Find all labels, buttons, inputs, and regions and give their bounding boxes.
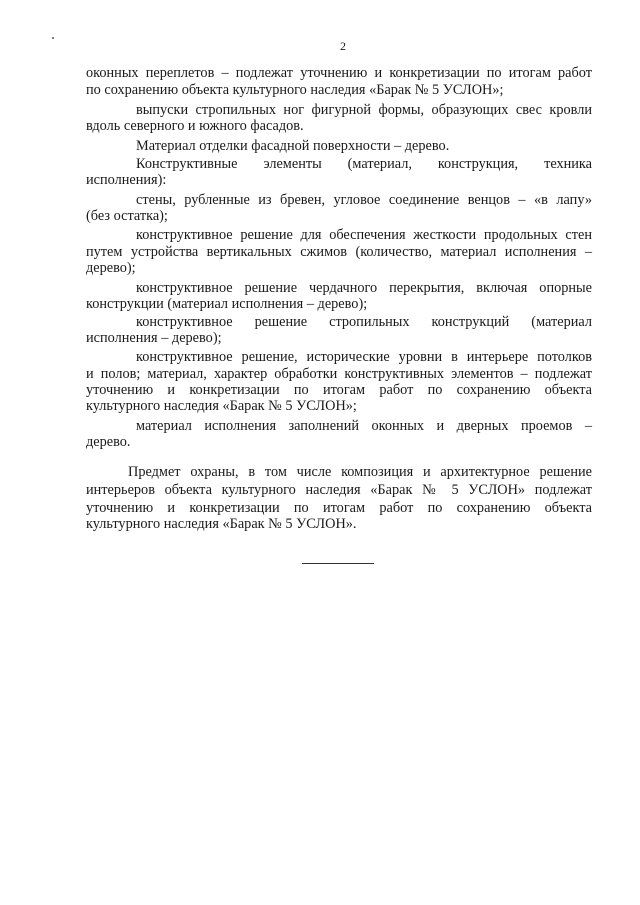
text-line: конструктивное решение чердачного перекрытия, включая опорные: [136, 280, 592, 296]
text-line: конструктивное решение стропильных конструкций (материал: [136, 314, 592, 330]
text-line: выпуски стропильных ног фигурной формы, образующих свес кровли: [136, 102, 592, 118]
closing-rule: [302, 563, 374, 564]
text-line: культурного наследия «Барак № 5 УСЛОН»;: [86, 398, 357, 414]
text-line: конструктивное решение, исторические уровни в интерьере потолков: [136, 349, 592, 365]
text-line: дерево.: [86, 434, 131, 450]
text-line: дерево);: [86, 260, 136, 276]
text-line: культурного наследия «Барак № 5 УСЛОН».: [86, 516, 357, 532]
text-line: Материал отделки фасадной поверхности – дерево.: [136, 138, 450, 154]
text-line: и полов; материал, характер обработки конструктивных элементов – подлежат: [86, 366, 592, 382]
text-line: исполнения):: [86, 172, 167, 188]
text-line: интерьеров объекта культурного наследия «Барак № 5 УСЛОН» подлежат: [86, 482, 592, 498]
text-line: уточнению и конкретизации по итогам работ по сохранению объекта: [86, 500, 592, 516]
text-line: Конструктивные элементы (материал, конструкция, техника: [136, 156, 592, 172]
text-line: материал исполнения заполнений оконных и дверных проемов –: [136, 418, 592, 434]
text-line: исполнения – дерево);: [86, 330, 222, 346]
page-number: 2: [340, 39, 346, 53]
text-line: Предмет охраны, в том числе композиция и архитектурное решение: [128, 464, 592, 480]
text-line: вдоль северного и южного фасадов.: [86, 118, 304, 134]
text-line: конструктивное решение для обеспечения жесткости продольных стен: [136, 227, 592, 243]
text-line: по сохранению объекта культурного наследия «Барак № 5 УСЛОН»;: [86, 82, 504, 98]
text-line: путем устройства вертикальных сжимов (количество, материал исполнения –: [86, 244, 592, 260]
text-line: (без остатка);: [86, 208, 168, 224]
text-line: стены, рубленные из бревен, угловое соединение венцов – «в лапу»: [136, 192, 592, 208]
text-line: оконных переплетов – подлежат уточнению и конкретизации по итогам работ: [86, 65, 592, 81]
text-line: уточнению и конкретизации по итогам работ по сохранению объекта: [86, 382, 592, 398]
text-line: конструкции (материал исполнения – дерево);: [86, 296, 368, 312]
